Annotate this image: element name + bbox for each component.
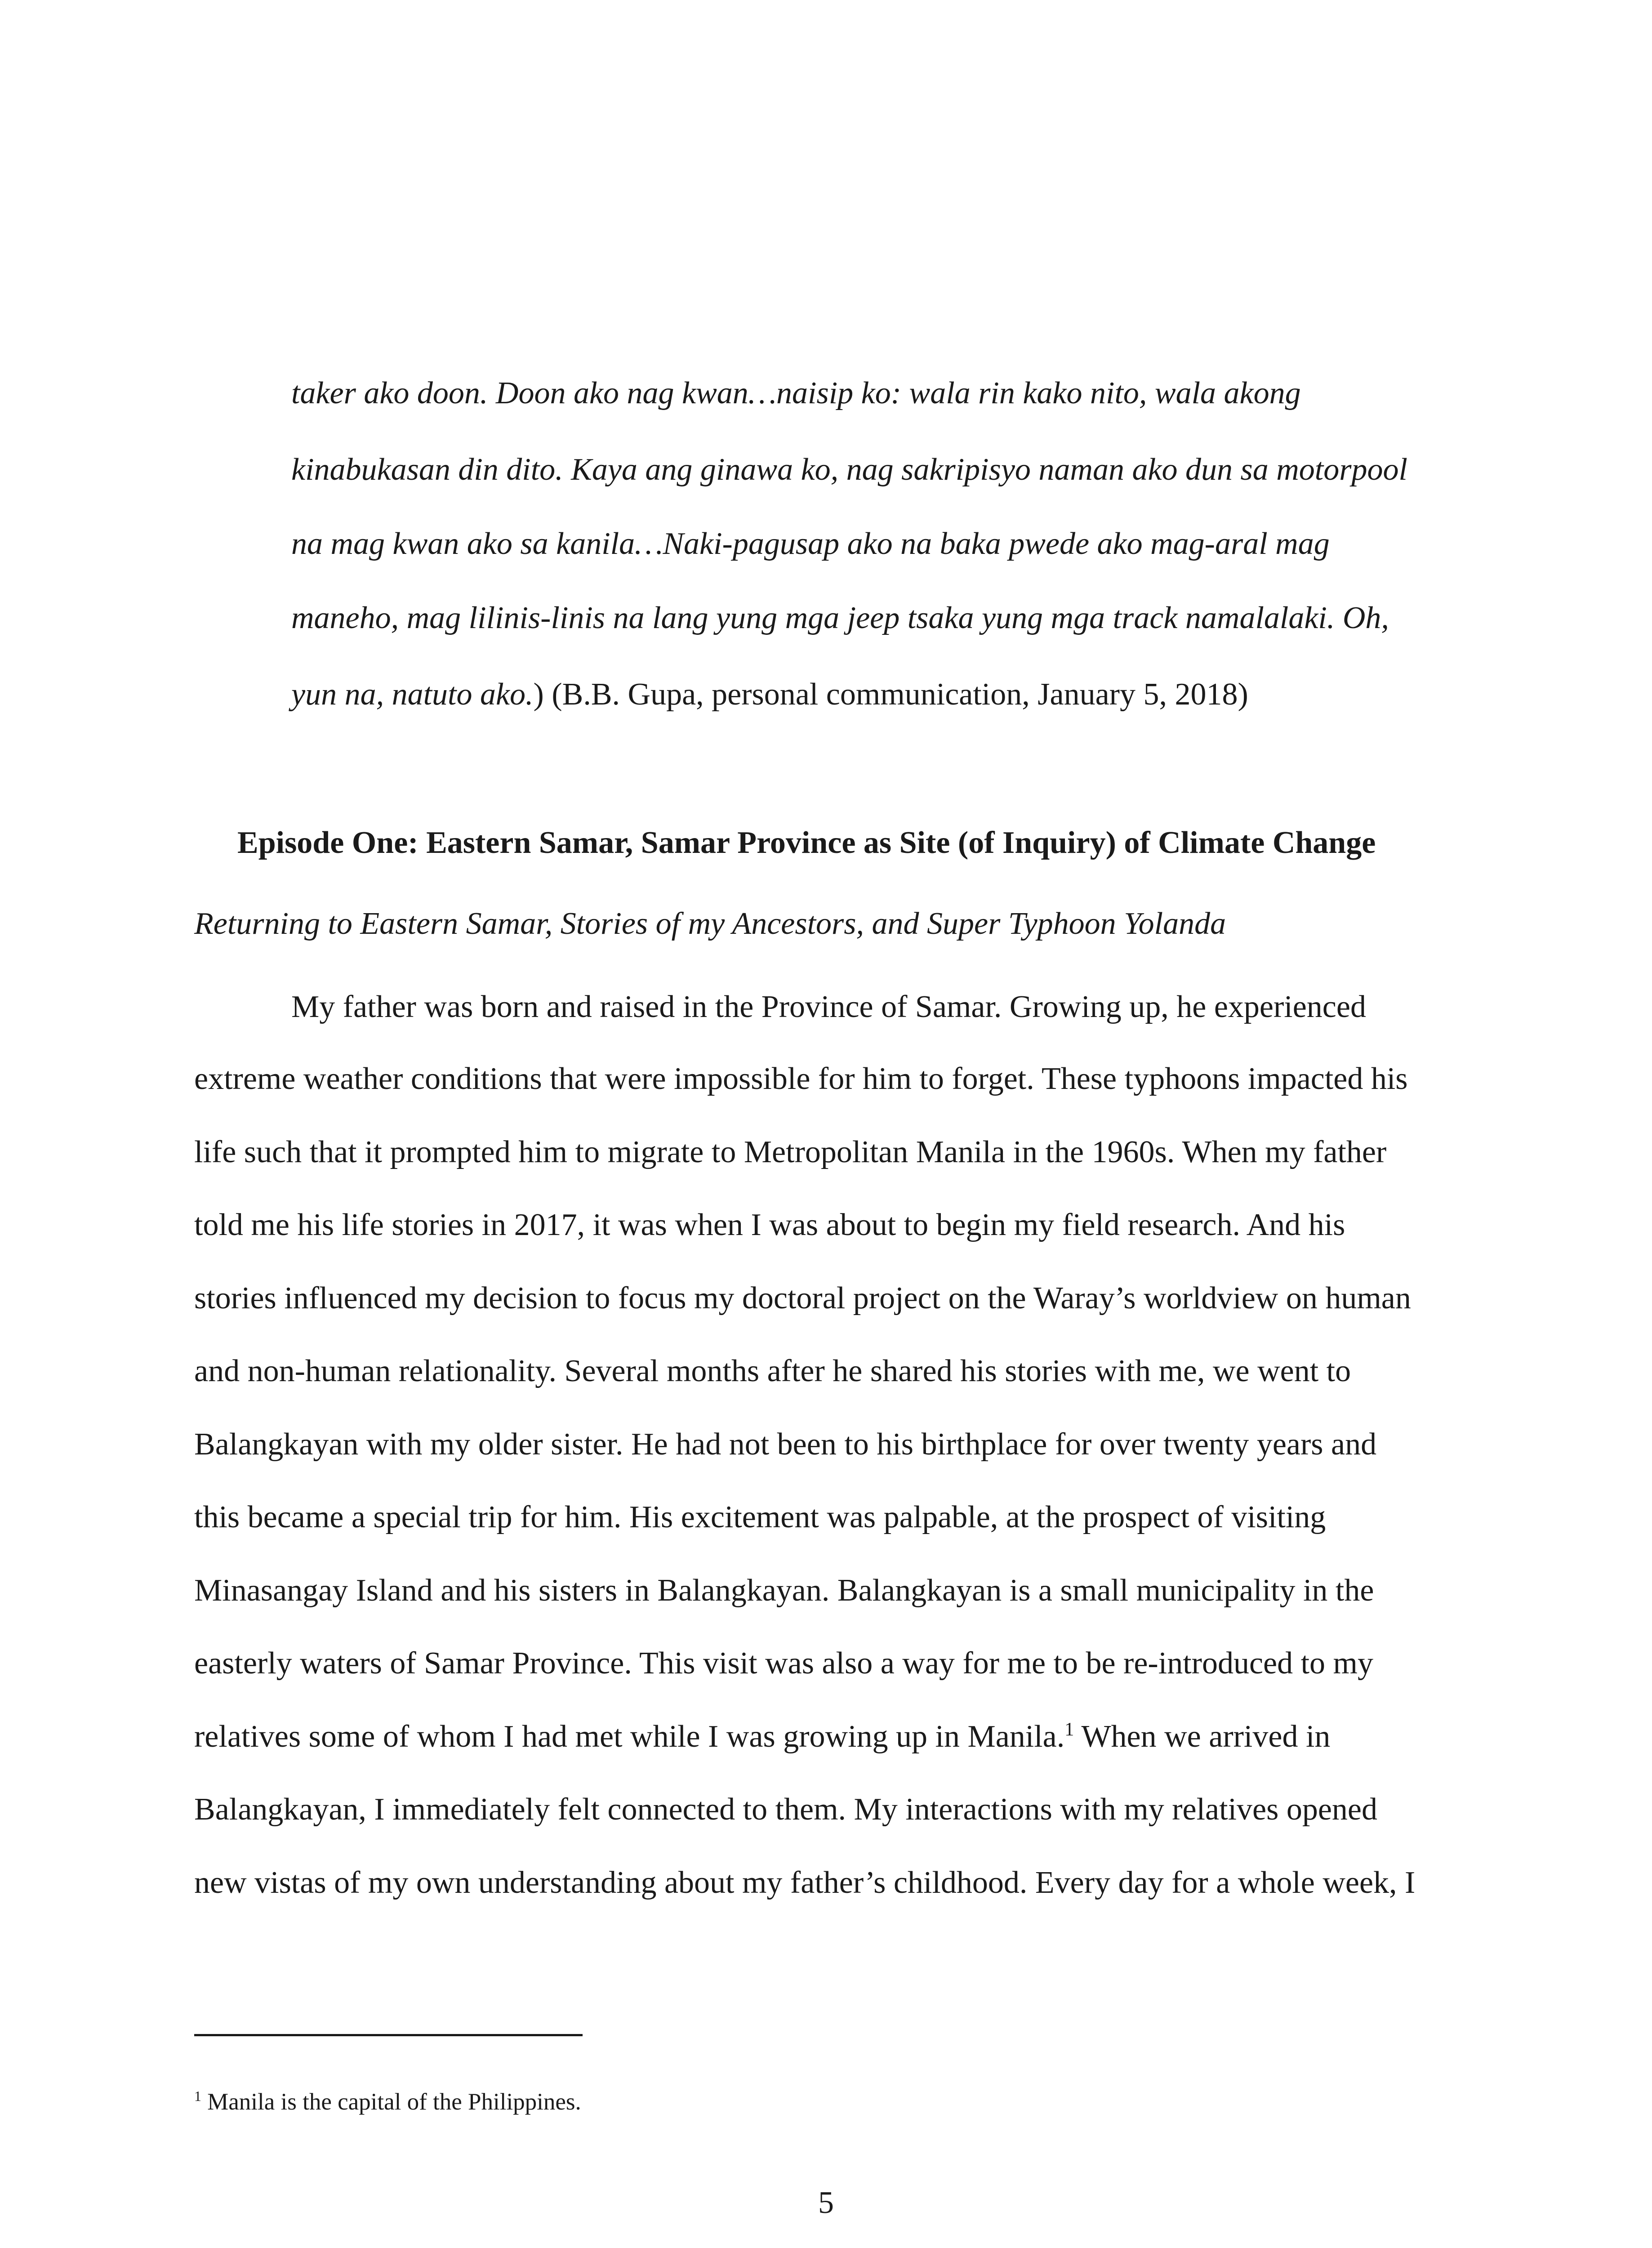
paragraph-line: easterly waters of Samar Province. This visit was also a way for me to be re-introduced to my <box>194 1646 1373 1681</box>
paragraph-line-text: When we arrived in <box>1074 1719 1331 1754</box>
paragraph-line: life such that it prompted him to migrate to Metropolitan Manila in the 1960s. When my father <box>194 1135 1387 1169</box>
section-heading: Episode One: Eastern Samar, Samar Province as Site (of Inquiry) of Climate Change <box>237 825 1376 860</box>
quote-line: kinabukasan din dito. Kaya ang ginawa ko, nag sakripisyo naman ako dun sa motorpool <box>291 452 1407 487</box>
paragraph-line: new vistas of my own understanding about my father’s childhood. Every day for a whole week, I <box>194 1865 1416 1900</box>
footnote-number: 1 <box>194 2088 201 2104</box>
footnote-reference[interactable]: 1 <box>1064 1719 1074 1740</box>
page-number: 5 <box>818 2186 834 2220</box>
quote-line: na mag kwan ako sa kanila…Naki-pagusap ako na baka pwede ako mag-aral mag <box>291 526 1330 561</box>
footnote <box>194 2086 581 2118</box>
quote-line: taker ako doon. Doon ako nag kwan…naisip ko: wala rin kako nito, wala akong <box>291 376 1301 410</box>
quote-closing-paren: ) <box>533 677 544 712</box>
quote-line-text: yun na, natuto ako. <box>291 677 534 712</box>
paragraph-line <box>194 1717 1330 1757</box>
paragraph-line: Balangkayan with my older sister. He had not been to his birthplace for over twenty years and <box>194 1427 1377 1462</box>
paragraph-line: told me his life stories in 2017, it was when I was about to begin my field research. And his <box>194 1208 1345 1242</box>
quote-line: maneho, mag lilinis-linis na lang yung mga jeep tsaka yung mga track namalalaki. Oh, <box>291 601 1389 635</box>
paragraph-line: stories influenced my decision to focus my doctoral project on the Waray’s worldview on human <box>194 1281 1411 1316</box>
paragraph-line: My father was born and raised in the Province of Samar. Growing up, he experienced <box>291 990 1366 1024</box>
footnote-separator <box>194 2034 583 2036</box>
section-subheading: Returning to Eastern Samar, Stories of my Ancestors, and Super Typhoon Yolanda <box>194 906 1226 941</box>
paragraph-line: and non-human relationality. Several months after he shared his stories with me, we went to <box>194 1354 1351 1388</box>
paragraph-line: this became a special trip for him. His excitement was palpable, at the prospect of visiting <box>194 1500 1326 1534</box>
paragraph-line: Balangkayan, I immediately felt connected to them. My interactions with my relatives opened <box>194 1792 1377 1827</box>
paragraph-line: extreme weather conditions that were impossible for him to forget. These typhoons impacted his <box>194 1062 1408 1096</box>
quote-citation: (B.B. Gupa, personal communication, January 5, 2018) <box>543 677 1248 712</box>
paragraph-line-text: relatives some of whom I had met while I was growing up in Manila. <box>194 1719 1065 1754</box>
quote-line-last <box>291 674 1248 715</box>
footnote-text: Manila is the capital of the Philippines. <box>201 2089 581 2115</box>
paragraph-line: Minasangay Island and his sisters in Balangkayan. Balangkayan is a small municipality in the <box>194 1573 1374 1608</box>
